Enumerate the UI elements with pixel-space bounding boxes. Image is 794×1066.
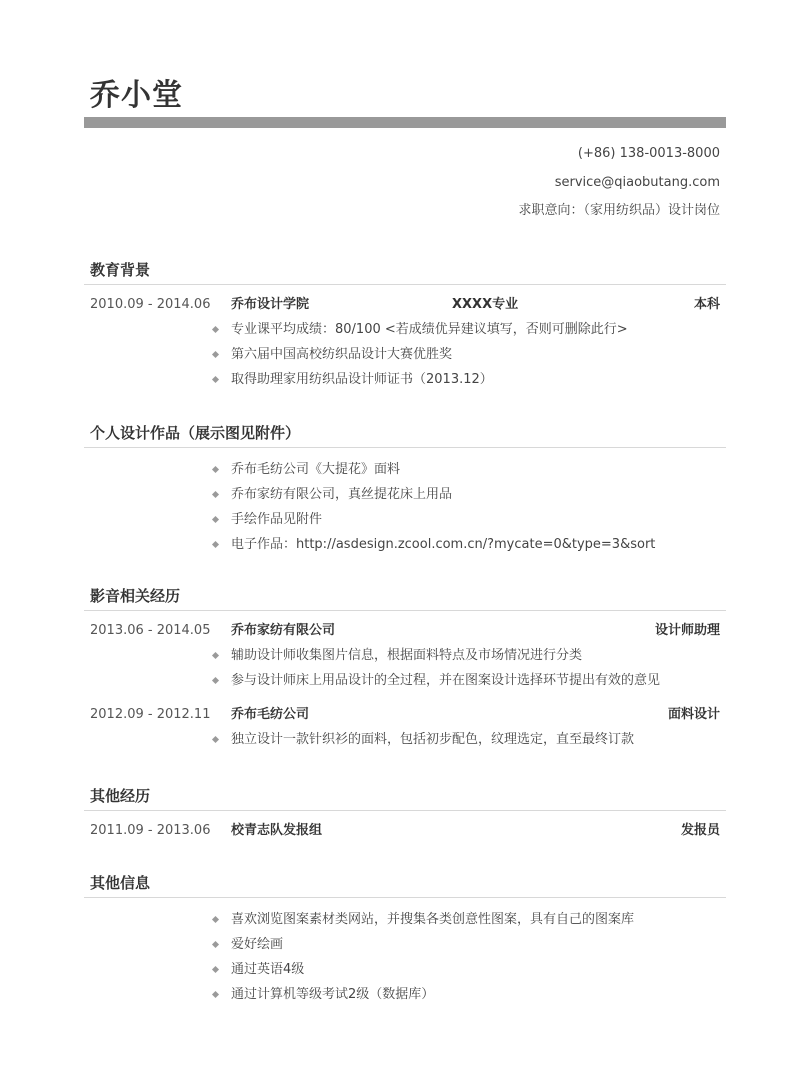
works-items-list xyxy=(84,457,726,557)
other-experience-title: 其他经历 xyxy=(84,784,726,811)
company-name: 乔布家纺有限公司 xyxy=(231,623,336,638)
email-text: service@qiaobutang.com xyxy=(554,174,720,190)
phone-text: (+86) 138-0013-8000 xyxy=(577,146,720,161)
list-item: 第六届中国高校纺织品设计大赛优胜奖 xyxy=(84,342,726,367)
experience-title: 影音相关经历 xyxy=(84,584,726,611)
job-role: 设计师助理 xyxy=(654,623,720,638)
works-section xyxy=(84,421,726,557)
education-items-list xyxy=(84,317,726,392)
list-item: 通过计算机等级考试2级（数据库） xyxy=(84,982,726,1007)
other-experience-org: 校青志队发报组 xyxy=(231,823,323,838)
other-experience-entry xyxy=(84,819,726,843)
diamond-bullet-icon xyxy=(212,736,219,743)
job-date: 2012.09 - 2012.11 xyxy=(90,707,211,722)
list-item: 独立设计一款针织衫的面料，包括初步配色，纹理选定，直至最终订款 xyxy=(84,727,726,752)
education-entry xyxy=(84,293,726,317)
job-items-list xyxy=(84,727,726,752)
education-section xyxy=(84,258,726,392)
diamond-bullet-icon xyxy=(212,652,219,659)
diamond-bullet-icon xyxy=(212,516,219,523)
contact-block xyxy=(518,144,720,230)
list-item: 辅助设计师收集图片信息，根据面料特点及市场情况进行分类 xyxy=(84,643,726,668)
list-item: 乔布家纺有限公司，真丝提花床上用品 xyxy=(84,482,726,507)
list-item: 乔布毛纺公司《大提花》面料 xyxy=(84,457,726,482)
other-info-items-list xyxy=(84,907,726,1007)
list-item: 参与设计师床上用品设计的全过程，并在图案设计选择环节提出有效的意见 xyxy=(84,668,726,693)
job-role: 面料设计 xyxy=(667,707,720,722)
experience-section xyxy=(84,584,726,752)
diamond-bullet-icon xyxy=(212,351,219,358)
job-date: 2013.06 - 2014.05 xyxy=(90,623,211,638)
major-name: XXXX专业 xyxy=(452,297,519,312)
list-item: 喜欢浏览图案素材类网站，并搜集各类创意性图案，具有自己的图案库 xyxy=(84,907,726,932)
portfolio-link[interactable]: 电子作品：http://asdesign.zcool.com.cn/?mycate=0&type=3&sort xyxy=(231,537,656,552)
other-info-section xyxy=(84,871,726,1007)
list-item xyxy=(84,532,726,557)
diamond-bullet-icon xyxy=(212,326,219,333)
other-experience-date: 2011.09 - 2013.06 xyxy=(90,823,211,838)
name-underline-bar xyxy=(84,117,726,128)
job-items-list xyxy=(84,643,726,693)
diamond-bullet-icon xyxy=(212,677,219,684)
other-experience-section xyxy=(84,784,726,843)
diamond-bullet-icon xyxy=(212,991,219,998)
list-item: 爱好绘画 xyxy=(84,932,726,957)
company-name: 乔布毛纺公司 xyxy=(231,707,310,722)
list-item: 取得助理家用纺织品设计师证书（2013.12） xyxy=(84,367,726,392)
other-experience-role: 发报员 xyxy=(680,823,720,838)
candidate-name: 乔小堂 xyxy=(90,78,183,113)
list-item: 通过英语4级 xyxy=(84,957,726,982)
diamond-bullet-icon xyxy=(212,916,219,923)
job-entry xyxy=(84,703,726,727)
diamond-bullet-icon xyxy=(212,966,219,973)
list-item: 手绘作品见附件 xyxy=(84,507,726,532)
diamond-bullet-icon xyxy=(212,941,219,948)
other-info-title: 其他信息 xyxy=(84,871,726,898)
diamond-bullet-icon xyxy=(212,541,219,548)
education-title: 教育背景 xyxy=(84,258,726,285)
works-title: 个人设计作品（展示图见附件） xyxy=(84,421,726,448)
job-objective-text: 求职意向：（家用纺织品）设计岗位 xyxy=(518,203,720,218)
diamond-bullet-icon xyxy=(212,466,219,473)
education-date: 2010.09 - 2014.06 xyxy=(90,297,211,312)
job-entry xyxy=(84,619,726,643)
list-item: 专业课平均成绩：80/100 <若成绩优异建议填写，否则可删除此行> xyxy=(84,317,726,342)
degree-level: 本科 xyxy=(693,297,720,312)
school-name: 乔布设计学院 xyxy=(231,297,310,312)
diamond-bullet-icon xyxy=(212,376,219,383)
diamond-bullet-icon xyxy=(212,491,219,498)
